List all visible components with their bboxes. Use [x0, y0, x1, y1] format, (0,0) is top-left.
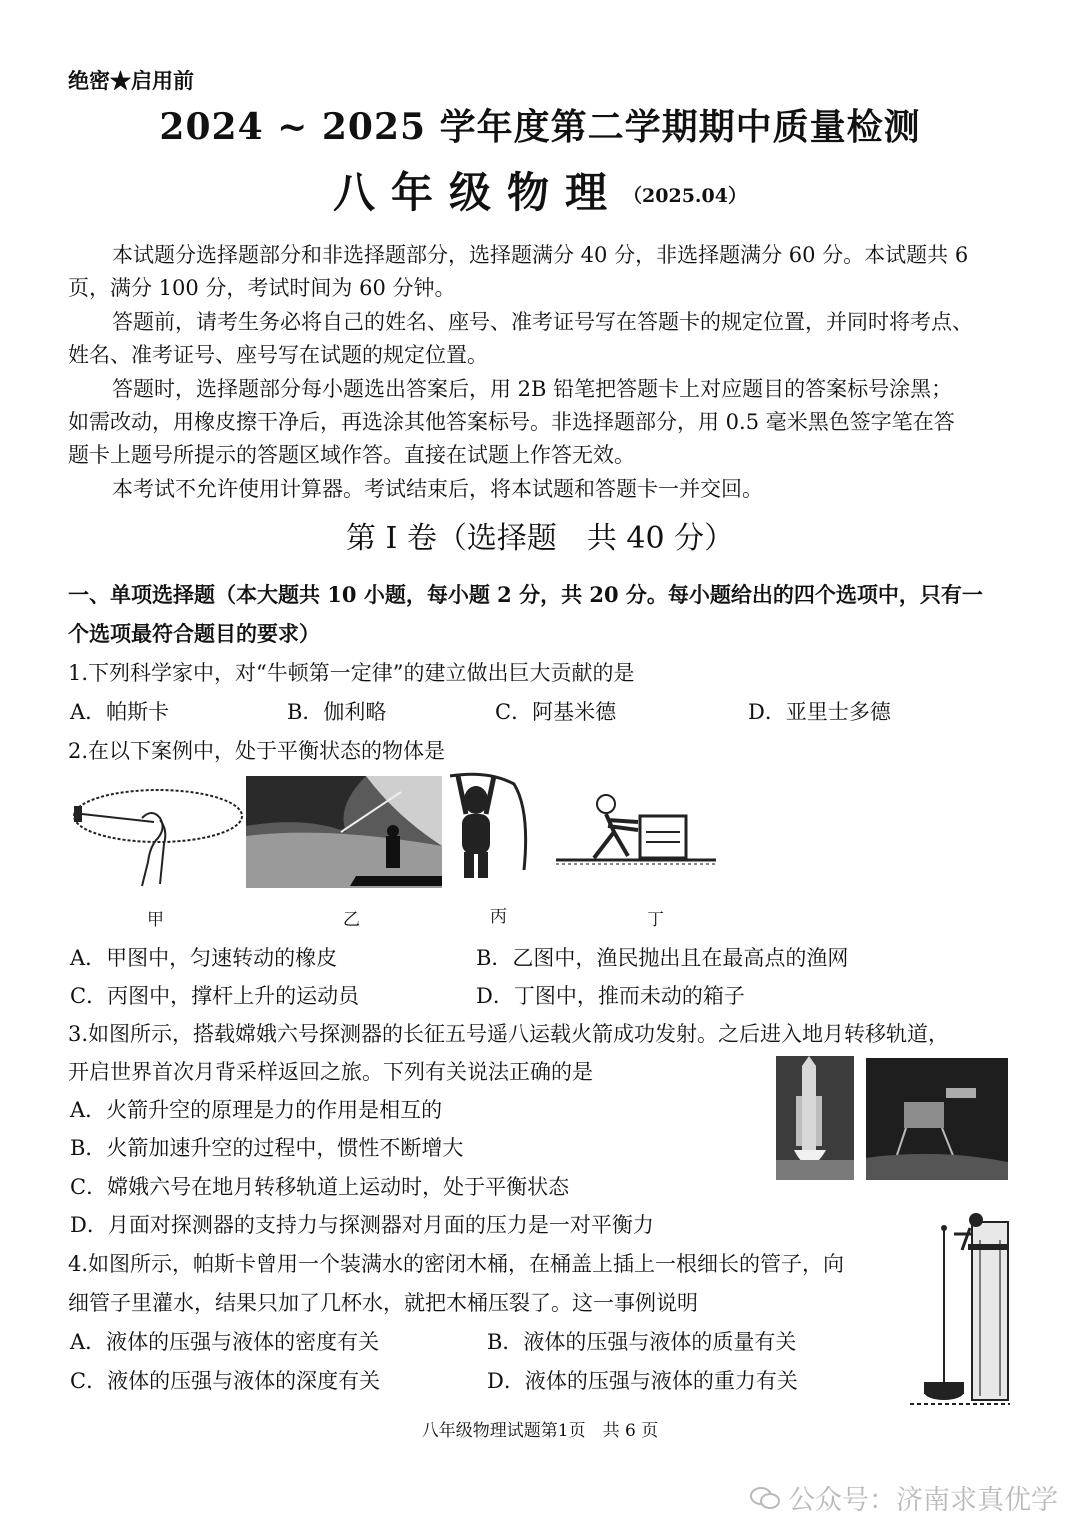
caption-jia: 甲 — [147, 910, 164, 930]
q3-option-c: C．嫦娥六号在地月转移轨道上运动时，处于平衡状态 — [70, 1175, 570, 1199]
q3-option-d: D．月面对探测器的支持力与探测器对月面的压力是一对平衡力 — [70, 1213, 654, 1237]
figure-lunar-probe — [866, 1058, 1008, 1180]
wechat-icon — [750, 1486, 780, 1510]
figure-ding-pushing-box — [556, 792, 716, 872]
part-heading: 一、单项选择题（本大题共 10 小题，每小题 2 分，共 20 分。每小题给出的四个选项中，只有一 — [68, 582, 983, 607]
q3-option-b: B．火箭加速升空的过程中，惯性不断增大 — [70, 1136, 464, 1160]
q1-option-a: A．帕斯卡 — [70, 700, 170, 724]
q4-option-c: C．液体的压强与液体的深度有关 — [70, 1369, 381, 1393]
caption-yi: 乙 — [343, 910, 360, 930]
question-4-stem: 4.如图所示，帕斯卡曾用一个装满水的密闭木桶，在桶盖上插上一根细长的管子，向 — [68, 1252, 845, 1276]
figure-pascal-barrel — [910, 1210, 1010, 1410]
figure-rocket-launch — [776, 1056, 854, 1180]
instruction-line: 题卡上题号所提示的答题区域作答。直接在试题上作答无效。 — [68, 443, 635, 467]
caption-bing: 丙 — [490, 907, 507, 927]
q1-option-c: C．阿基米德 — [495, 700, 617, 724]
caption-ding: 丁 — [647, 910, 664, 930]
section-title: 第 I 卷（选择题 共 40 分） — [345, 521, 735, 556]
figure-jia-rotating-eraser — [72, 778, 244, 888]
q2-option-d: D．丁图中，推而未动的箱子 — [476, 984, 745, 1008]
figure-yi-fisherman — [246, 776, 442, 888]
watermark-text: 公众号：济南求真优学 — [788, 1485, 1058, 1516]
confidential-label: 绝密★启用前 — [68, 68, 194, 93]
page-footer: 八年级物理试题第1页 共 6 页 — [421, 1421, 659, 1441]
instruction-line: 本考试不允许使用计算器。考试结束后，将本试题和答题卡一并交回。 — [112, 477, 763, 501]
q4-option-a: A．液体的压强与液体的密度有关 — [70, 1330, 380, 1354]
question-1-stem: 1.下列科学家中，对“牛顿第一定律”的建立做出巨大贡献的是 — [68, 661, 635, 685]
instruction-line: 姓名、准考证号、座号写在试题的规定位置。 — [68, 343, 488, 367]
q2-option-c: C．丙图中，撑杆上升的运动员 — [70, 984, 360, 1008]
q4-option-d: D．液体的压强与液体的重力有关 — [487, 1369, 798, 1393]
part-heading-cont: 个选项最符合题目的要求） — [68, 621, 320, 646]
question-3-stem: 3.如图所示，搭载嫦娥六号探测器的长征五号遥八运载火箭成功发射。之后进入地月转移轨道， — [68, 1022, 950, 1046]
instruction-line: 本试题分选择题部分和非选择题部分，选择题满分 40 分，非选择题满分 60 分。本试题共 6 — [112, 243, 969, 267]
question-2-stem: 2.在以下案例中，处于平衡状态的物体是 — [68, 739, 446, 763]
q1-option-d: D．亚里士多德 — [748, 700, 891, 724]
q2-option-a: A．甲图中，匀速转动的橡皮 — [70, 946, 338, 970]
exam-date: （2025.04） — [623, 185, 747, 207]
subject-name: 八年级物理 — [333, 168, 624, 217]
instruction-line: 如需改动，用橡皮擦干净后，再选涂其他答案标号。非选择题部分，用 0.5 毫米黑色签字笔在答 — [68, 410, 955, 434]
q2-option-b: B．乙图中，渔民抛出且在最高点的渔网 — [476, 946, 849, 970]
q1-option-b: B．伽利略 — [287, 700, 387, 724]
q4-option-b: B．液体的压强与液体的质量有关 — [487, 1330, 797, 1354]
instruction-line: 页，满分 100 分，考试时间为 60 分钟。 — [68, 276, 456, 300]
watermark — [750, 1478, 1058, 1517]
instruction-line: 答题前，请考生务必将自己的姓名、座号、准考证号写在答题卡的规定位置，并同时将考点、 — [112, 310, 973, 334]
q3-option-a: A．火箭升空的原理是力的作用是相互的 — [70, 1098, 443, 1122]
figure-bing-pole-vaulter — [448, 770, 530, 882]
subject-title — [0, 168, 1080, 217]
instruction-line: 答题时，选择题部分每小题选出答案后，用 2B 铅笔把答题卡上对应题目的答案标号涂黑； — [112, 377, 953, 401]
question-4-stem-cont: 细管子里灌水，结果只加了几杯水，就把木桶压裂了。这一事例说明 — [68, 1291, 698, 1315]
exam-title: 2024 ~ 2025 学年度第二学期期中质量检测 — [159, 106, 921, 148]
question-3-stem-cont: 开启世界首次月背采样返回之旅。下列有关说法正确的是 — [68, 1060, 593, 1084]
